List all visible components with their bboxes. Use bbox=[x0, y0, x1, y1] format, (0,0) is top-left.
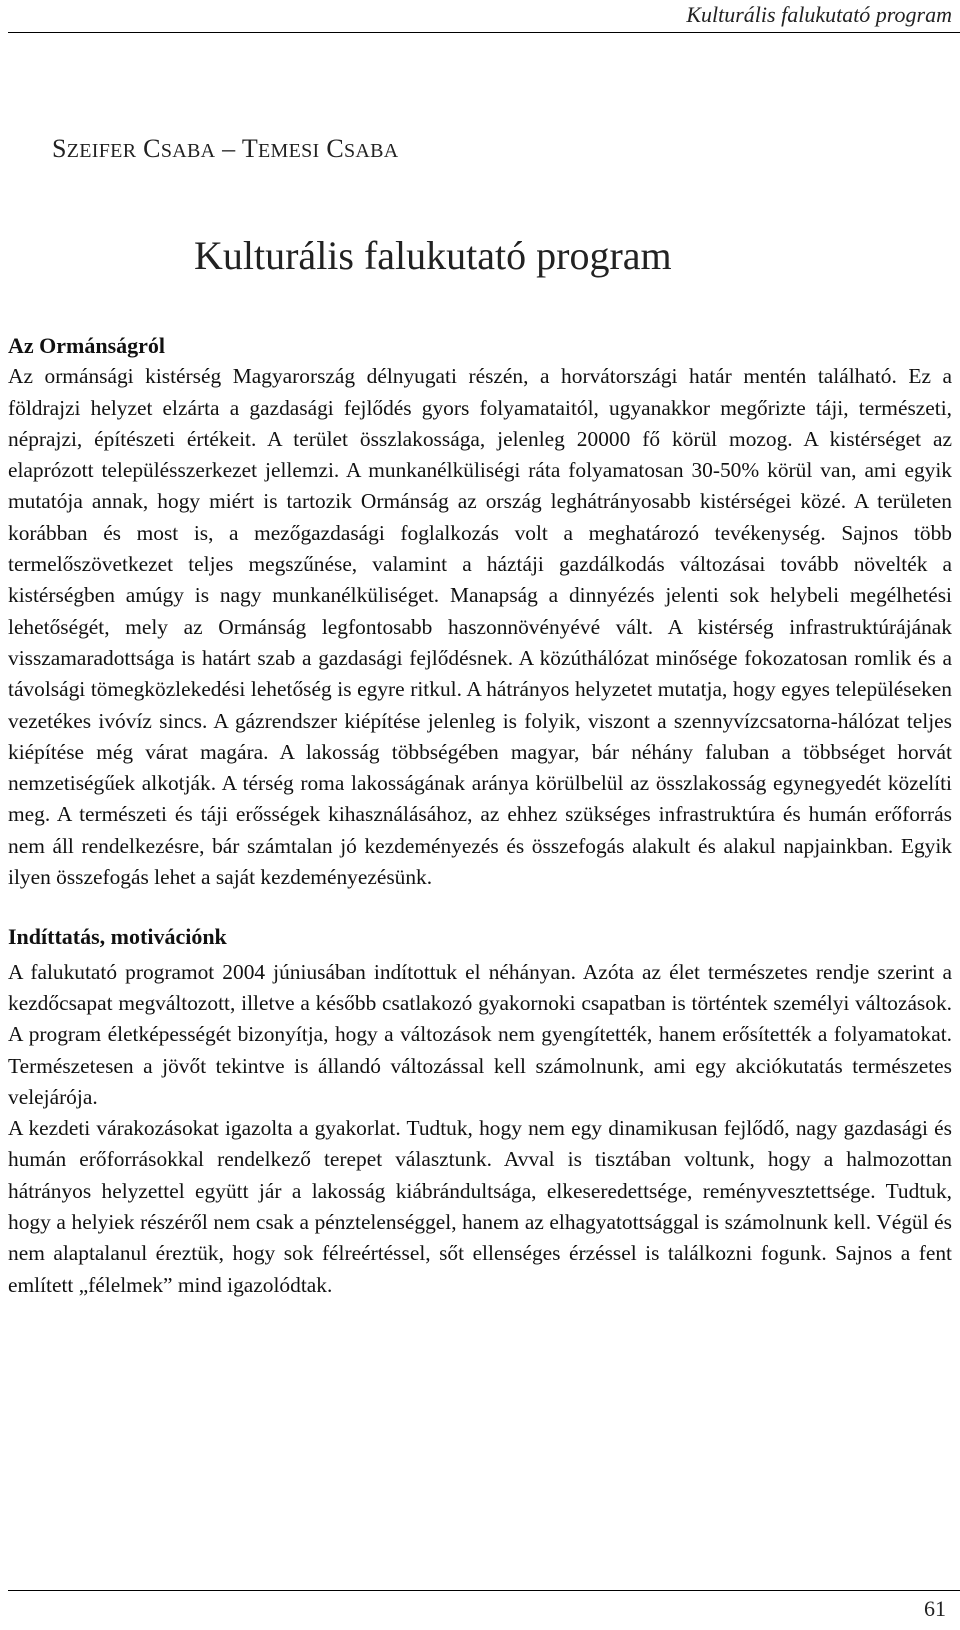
footer-rule bbox=[8, 1590, 960, 1591]
author1-surname-rest: ZEIFER bbox=[66, 140, 137, 162]
author2-surname-rest: EMESI bbox=[258, 140, 320, 162]
section-heading-ormansag: Az Ormánságról bbox=[8, 333, 166, 358]
author1-given-rest: SABA bbox=[160, 140, 216, 162]
paragraph-motivation-1: A falukutató programot 2004 júniusában indítottuk el néhányan. Azóta az élet természetes rendje szerint a kezdőcsapat megváltozott, illetve a később csatlakozó gyakornoki csapatban is történtek személyi változások. A program életképességét bizonyítja, hogy a változások nem gyengítették, hanem erősítették a folyamatokat. Természetesen a jövőt tekintve is állandó változással kell számolnunk, ami egy akciókutatás természetes velejárója. bbox=[8, 959, 952, 1109]
author1-initial: S bbox=[52, 134, 67, 163]
running-header: Kulturális falukutató program bbox=[686, 2, 952, 27]
author1-given-initial: C bbox=[143, 134, 161, 163]
author2-initial: T bbox=[241, 134, 258, 163]
article-body bbox=[8, 330, 952, 1301]
authors bbox=[52, 134, 399, 164]
page-number: 61 bbox=[924, 1596, 946, 1621]
paragraph-motivation-2: A kezdeti várakozásokat igazolta a gyakorlat. Tudtuk, hogy nem egy dinamikusan fejlődő, nagy gazdasági és humán erőforrásokkal rendelkező terepet választunk. Avval is tisztában voltunk, hogy a halmozottan hátrányos helyzettel együtt jár a lakosság kiábrándultsága, elkeseredettsége, reményvesztettsége. Tudtuk, hogy a helyiek részéről nem csak a pénztelenséggel, hanem az elhagyatottsággal is számolnunk kell. Végül és nem alaptalanul éreztük, hogy sok félreértéssel, sőt ellenséges érzéssel is találkozni fogunk. Sajnos a fent említett „félelmek” mind igazolódtak. bbox=[8, 1116, 952, 1297]
article-title: Kulturális falukutató program bbox=[194, 233, 672, 278]
header-rule bbox=[8, 32, 960, 33]
author2-given-initial: C bbox=[326, 134, 344, 163]
paragraph-ormansag: Az ormánsági kistérség Magyarország délnyugati részén, a horvátországi határ mentén található. Ez a földrajzi helyzet elzárta a gazdasági fejlődés gyors folyamataitól, ugyanakkor megőrizte táji, természeti, néprajzi, építészeti értékeit. A terület összlakossága, jelenleg 20000 fő körül mozog. A kistérséget az elaprózott településszerkezet jellemzi. A munkanélküliségi ráta folyamatosan 30-50% körül van, ami egyik mutatója annak, hogy miért is tartozik Ormánság az ország leghátrányosabb kistérségei közé. A területen korábban és most is, a mezőgazdasági foglalkozás volt a meghatározó tevékenység. Sajnos több termelőszövetkezet teljes megszűnése, valamint a háztáji gazdálkodás változásai tovább növelték a kistérségben amúgy is nagy munkanélküliséget. Manapság a dinnyézés jelenti sok helybeli megélhetési lehetőségét, mely az Ormánság legfontosabb haszonnövényévé vált. A kistérség infrastruktúrájának visszamaradottsága is határt szab a gazdasági fejlődésnek. A közúthálózat minősége fokozatosan romlik és a távolsági tömegközlekedési lehetőség is egyre ritkul. A hátrányos helyzetet mutatja, hogy egyes településeken vezetékes ivóvíz sincs. A gázrendszer kiépítése jelenleg is folyik, viszont a szennyvízcsatorna-hálózat teljes kiépítése még várat magára. A lakosság többségében magyar, bár néhány faluban a többséget horvát nemzetiségűek alkotják. A térség roma lakosságának aránya körülbelül az összlakosság egynegyedét közelíti meg. A természeti és táji erősségek kihasználásához, az ehhez szükséges infrastruktúra és humán erőforrás nem áll rendelkezésre, bár számtalan jó kezdeményezés és összefogás alakult és alakul napjainkban. Egyik ilyen összefogás lehet a saját kezdeményezésünk. bbox=[8, 364, 952, 890]
section-heading-motivation: Indíttatás, motivációnk bbox=[8, 924, 227, 950]
author-separator: – bbox=[215, 134, 242, 163]
author2-given-rest: SABA bbox=[343, 140, 399, 162]
